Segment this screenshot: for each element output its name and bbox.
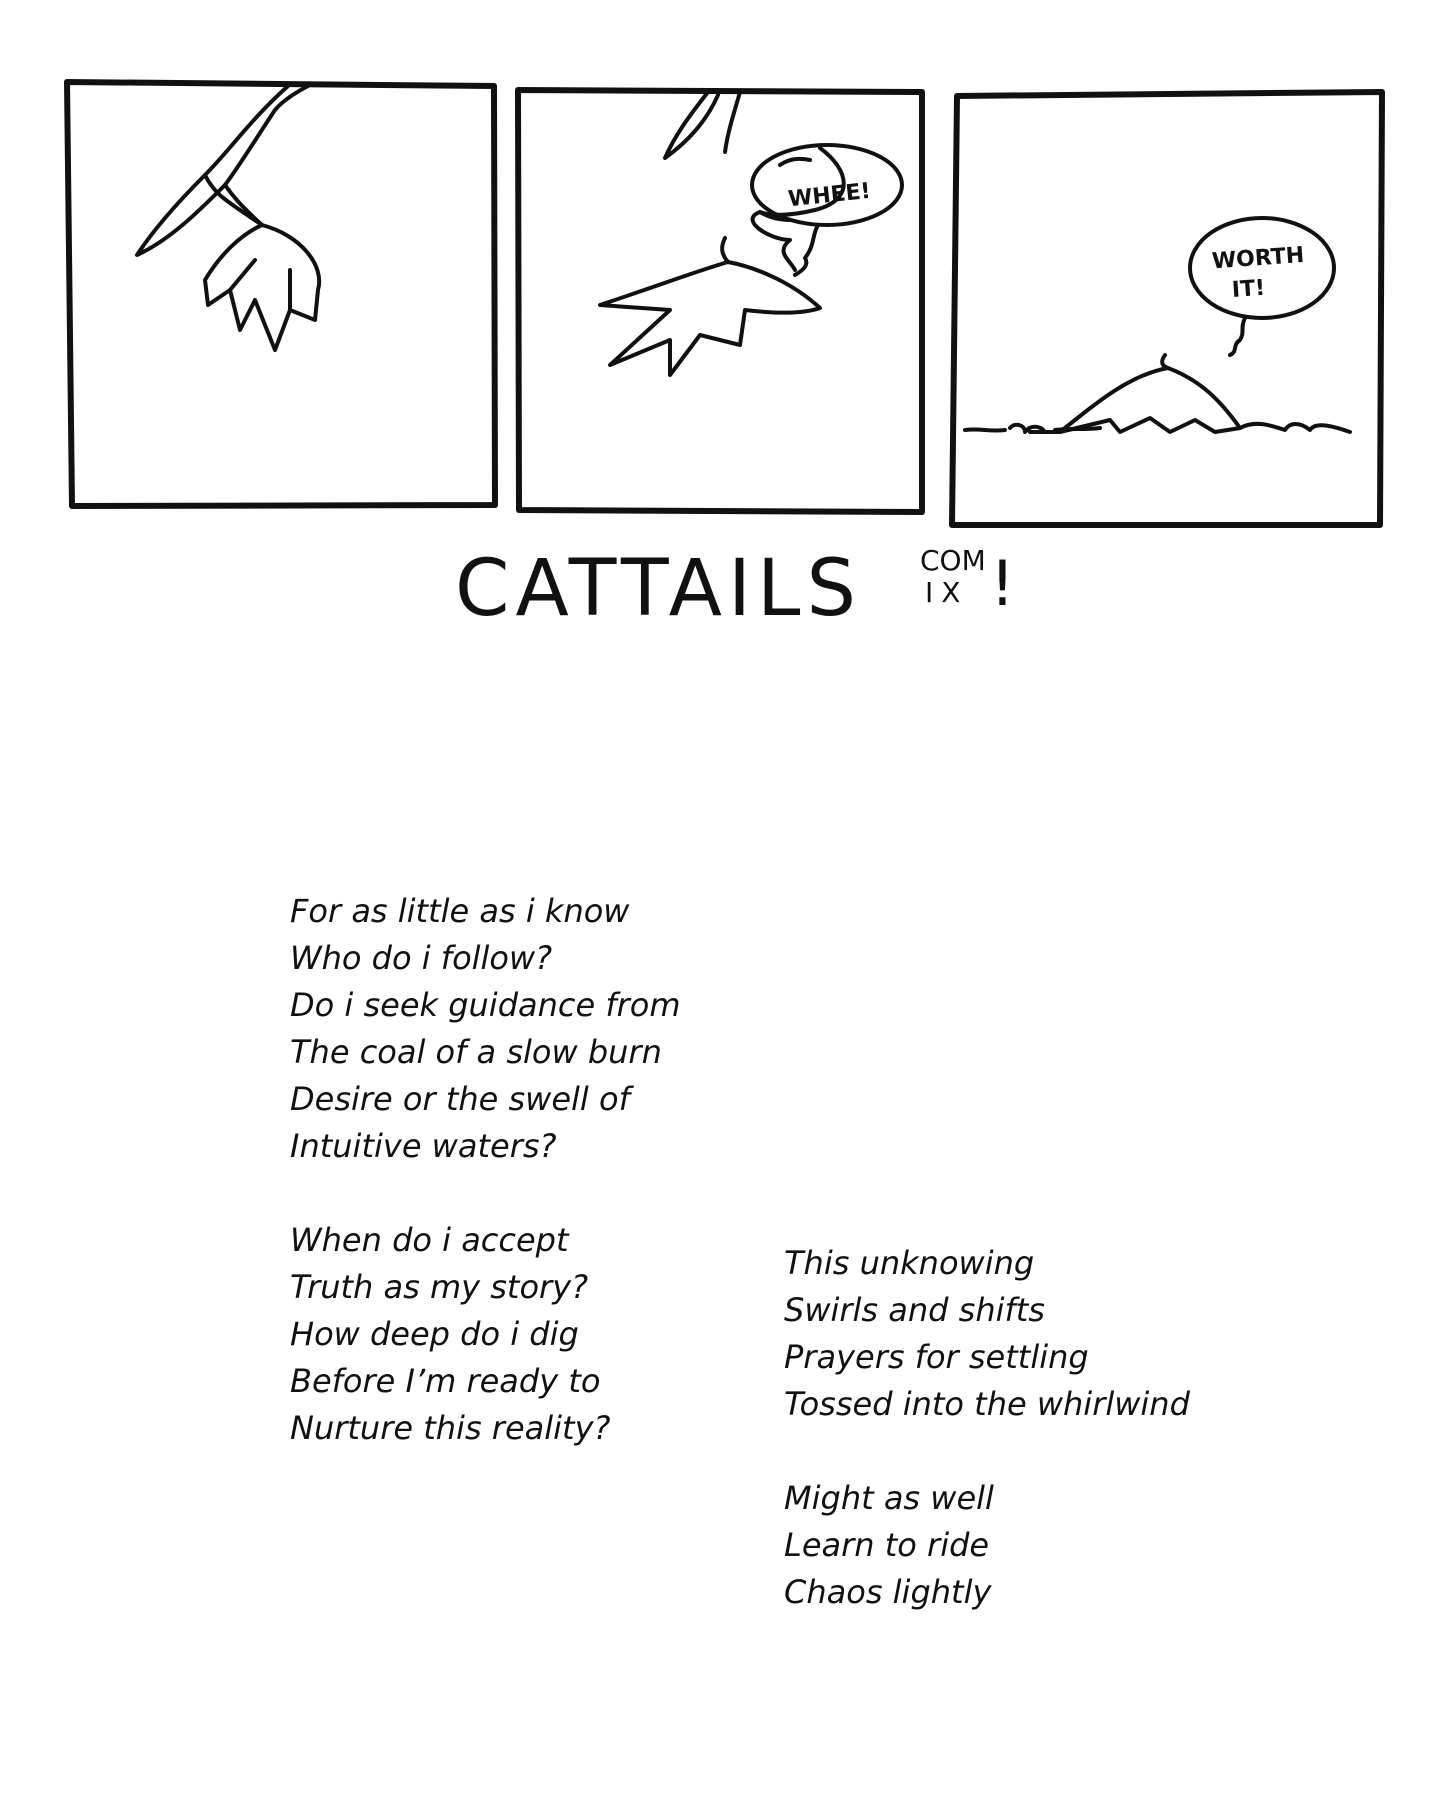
poem-line: Nurture this reality? — [290, 1409, 611, 1447]
panel-3-fallen-flower-icon — [1030, 355, 1240, 432]
stanza-gap — [290, 1170, 681, 1217]
panel-3-speech-text-line1: WORTH — [1211, 242, 1306, 275]
comic-title-super: COM — [920, 544, 986, 577]
poem-line: Swirls and shifts — [784, 1291, 1045, 1329]
poem-line: Do i seek guidance from — [290, 986, 681, 1024]
poem-line: Prayers for settling — [784, 1338, 1089, 1376]
comic-strip — [0, 0, 1456, 640]
poem-line: Might as well — [784, 1479, 994, 1517]
comic-title-bang: ! — [990, 547, 1015, 620]
poem-line: The coal of a slow burn — [290, 1033, 662, 1071]
poem-line: This unknowing — [784, 1244, 1035, 1282]
panel-3-speech-text-line2: IT! — [1231, 275, 1266, 303]
panel-3-frame — [952, 92, 1382, 525]
poem-line: For as little as i know — [290, 892, 630, 930]
poem-line: Truth as my story? — [290, 1268, 589, 1306]
poem-line: Tossed into the whirlwind — [784, 1385, 1190, 1423]
poem-line: Intuitive waters? — [290, 1127, 557, 1165]
poem-line: Before I’m ready to — [290, 1362, 601, 1400]
panel-2-speech-text: WHEE! — [786, 178, 872, 213]
poem-left-column — [290, 888, 681, 1452]
poem-line: Who do i follow? — [290, 939, 553, 977]
poem-line: When do i accept — [290, 1221, 569, 1259]
poem-line: Chaos lightly — [784, 1573, 992, 1611]
panel-2-speech-bubble — [752, 145, 902, 275]
comic-drawing — [0, 0, 1456, 640]
poem-line: How deep do i dig — [290, 1315, 579, 1353]
panel-2-flower-icon — [600, 92, 820, 375]
stanza-gap — [784, 1428, 1190, 1475]
panel-2-frame — [518, 90, 922, 512]
comic-title: CATTAILS — [455, 544, 862, 634]
panel-1-flower-icon — [137, 86, 319, 350]
comic-title-sub: IX — [925, 576, 969, 609]
panel-1-frame — [67, 82, 495, 506]
poem-right-column — [784, 1240, 1190, 1616]
poem-line: Learn to ride — [784, 1526, 990, 1564]
poem-line: Desire or the swell of — [290, 1080, 630, 1118]
